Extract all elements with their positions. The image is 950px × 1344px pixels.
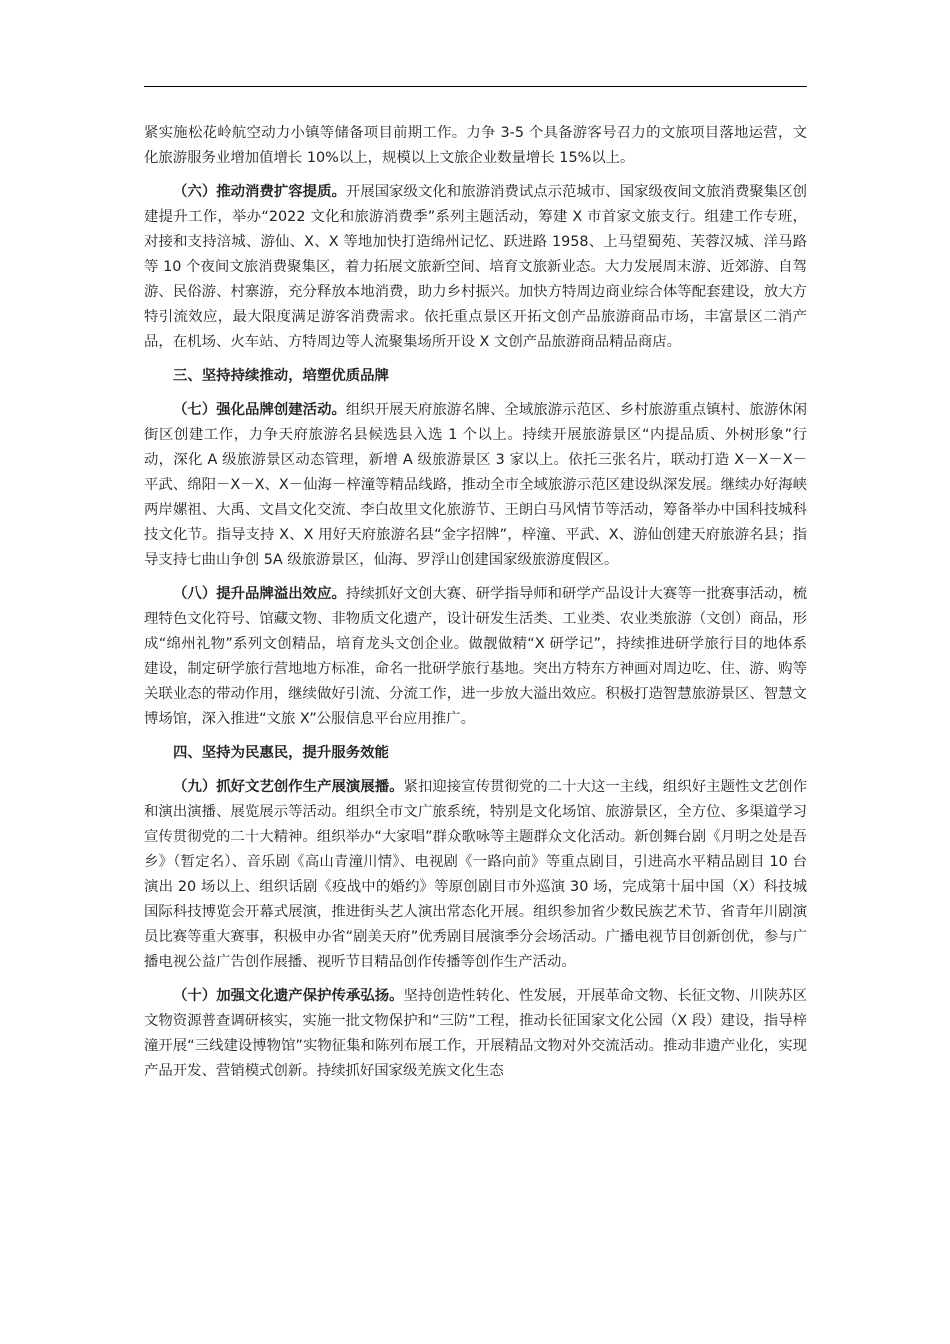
paragraph-text: 持续抓好文创大赛、研学指导师和研学产品设计大赛等一批赛事活动，梳理特色文化符号、馆藏文物、非物质文化遗产，设计研发生活类、工业类、农业类旅游（文创）商品，形成“绵州礼物”系列文创精品，培育龙头文创企业。做靓做精“X 研学记”，持续推进研学旅行目的地体系建设，制定研学旅行营地地方标准，命名一批研学旅行基地。突出方特东方神画对周边吃、住、游、购等关联业态的带动作用，继续做好引流、分流工作，进一步放大溢出效应。积极打造智慧旅游景区、智慧文博场馆，深入推进“文旅 X”公服信息平台应用推广。 xyxy=(144,586,807,727)
paragraph-continuation xyxy=(144,121,807,171)
header-rule xyxy=(144,86,807,87)
paragraph-7 xyxy=(144,398,807,573)
document-body xyxy=(144,121,807,1084)
paragraph-10 xyxy=(144,984,807,1084)
paragraph-text: 紧扣迎接宣传贯彻党的二十大这一主线，组织好主题性文艺创作和演出演播、展览展示等活动。组织全市文广旅系统，特别是文化场馆、旅游景区，全方位、多渠道学习宣传贯彻党的二十大精神。组织举办“大家唱”群众歌咏等主题群众文化活动。新创舞台剧《月明之处是吾乡》（暂定名）、音乐剧《高山青潼川情》、电视剧《一路向前》等重点剧目，引进高水平精品剧目 10 台演出 20 场以上、组织话剧《疫战中的婚约》等原创剧目市外巡演 30 场，完成第十届中国（X）科技城国际科技博览会开幕式展演，推进街头艺人演出常态化开展。组织参加省少数民族艺术节、省青年川剧演员比赛等重大赛事，积极申办省“剧美天府”优秀剧目展演季分会场活动。广播电视节目创新创优，参与广播电视公益广告创作展播、视听节目精品创作传播等创作生产活动。 xyxy=(144,779,807,970)
paragraph-6 xyxy=(144,180,807,355)
paragraph-text: 开展国家级文化和旅游消费试点示范城市、国家级夜间文旅消费聚集区创建提升工作，举办“2022 文化和旅游消费季”系列主题活动，筹建 X 市首家文旅支行。组建工作专班，对接和支持涪城、游仙、X、X 等地加快打造绵州记忆、跃进路 1958、上马望蜀苑、芙蓉汉城、洋马路等 10 个夜间文旅消费聚集区，着力拓展文旅新空间、培育文旅新业态。大力发展周末游、近郊游、自驾游、民俗游、村寨游，充分释放本地消费，助力乡村振兴。加快方特周边商业综合体等配套建设，放大方特引流效应，最大限度满足游客消费需求。依托重点景区开拓文创产品旅游商品市场，丰富景区二消产品，在机场、火车站、方特周边等人流聚集场所开设 X 文创产品旅游商品精品商店。 xyxy=(144,184,807,350)
paragraph-text: 紧实施松花岭航空动力小镇等储备项目前期工作。力争 3-5 个具备游客号召力的文旅项目落地运营，文化旅游服务业增加值增长 10%以上，规模以上文旅企业数量增长 15%以上。 xyxy=(144,125,807,166)
paragraph-8 xyxy=(144,582,807,732)
paragraph-lead: （九）抓好文艺创作生产展演展播。 xyxy=(173,779,404,795)
paragraph-lead: （八）提升品牌溢出效应。 xyxy=(173,586,346,602)
paragraph-9 xyxy=(144,775,807,975)
paragraph-lead: （六）推动消费扩容提质。 xyxy=(173,184,346,200)
paragraph-text: 组织开展天府旅游名牌、全域旅游示范区、乡村旅游重点镇村、旅游休闲街区创建工作，力争天府旅游名县候选县入选 1 个以上。持续开展旅游景区“内提品质、外树形象”行动，深化 A 级旅游景区动态管理，新增 A 级旅游景区 3 家以上。依托三张名片，联动打造 X－X－X－平武、绵阳－X－X、X－仙海－梓潼等精品线路，推动全市全域旅游示范区建设纵深发展。继续办好海峡两岸嫘祖、大禹、文昌文化交流、李白故里文化旅游节、王朗白马风情节等活动，筹备举办中国科技城科技文化节。指导支持 X、X 用好天府旅游名县“金字招牌”，梓潼、平武、X、游仙创建天府旅游名县；指导支持七曲山争创 5A 级旅游景区，仙海、罗浮山创建国家级旅游度假区。 xyxy=(144,402,807,568)
section-heading-3: 三、坚持持续推动，培塑优质品牌 xyxy=(173,368,389,384)
paragraph-lead: （七）强化品牌创建活动。 xyxy=(173,402,346,418)
paragraph-text: 坚持创造性转化、性发展，开展革命文物、长征文物、川陕苏区文物资源普查调研核实，实施一批文物保护和“三防”工程，推动长征国家文化公园（X 段）建设，指导梓潼开展“三线建设博物馆”实物征集和陈列布展工作，开展精品文物对外交流活动。推动非遗产业化，实现产品开发、营销模式创新。持续抓好国家级羌族文化生态 xyxy=(144,988,807,1079)
paragraph-lead: （十）加强文化遗产保护传承弘扬。 xyxy=(173,988,404,1004)
section-heading-4: 四、坚持为民惠民，提升服务效能 xyxy=(173,745,389,761)
